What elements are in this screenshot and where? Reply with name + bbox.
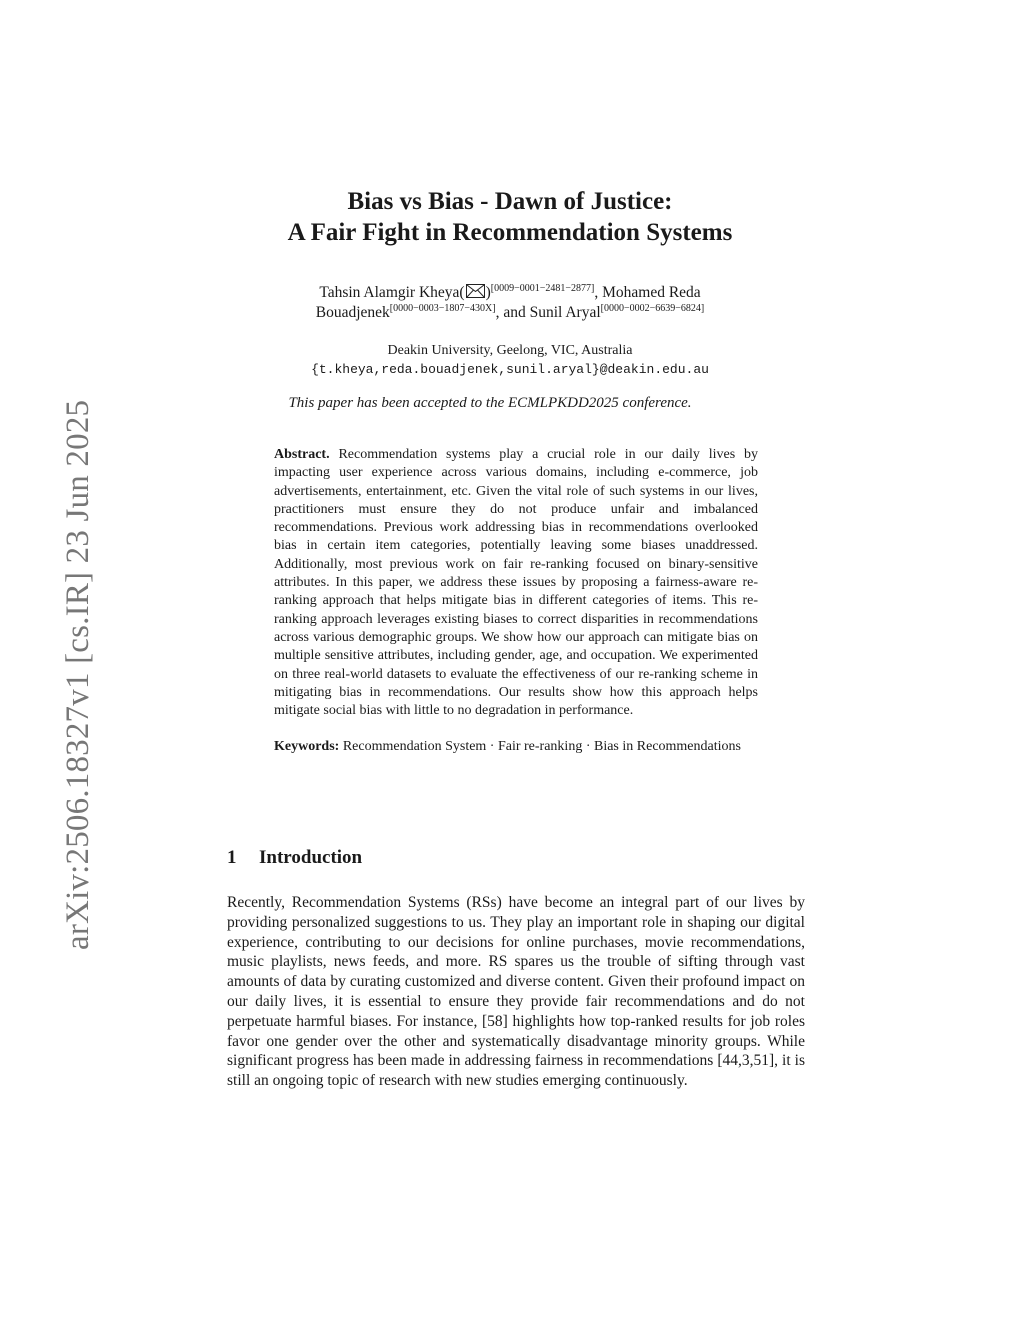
title-line-1: Bias vs Bias - Dawn of Justice:	[347, 188, 673, 215]
section-heading	[227, 847, 362, 869]
title-line-2: A Fair Fight in Recommendation Systems	[287, 219, 733, 246]
abstract-label: Abstract.	[274, 447, 330, 462]
author-line-2	[200, 303, 820, 323]
author-separator-1: , Mohamed Reda	[594, 284, 701, 301]
author1-name: Tahsin Alamgir Kheya(	[319, 284, 465, 301]
envelope-icon	[466, 284, 485, 298]
section-number: 1	[227, 847, 237, 868]
keywords-label: Keywords:	[274, 739, 340, 755]
author3-orcid[interactable]: [0000−0002−6639−6824]	[600, 303, 705, 314]
author2-orcid[interactable]: [0000−0003−1807−430X]	[389, 303, 496, 314]
keywords-text: Recommendation System · Fair re-ranking · Bias in Recommendations	[342, 739, 741, 755]
email-addresses[interactable]: {t.kheya,reda.bouadjenek,sunil.aryal}@deakin.edu.au	[311, 362, 709, 377]
intro-paragraph: Recently, Recommendation Systems (RSs) have become an integral part of our lives by providing personalized suggestions to us. They play an important role in shaping our digital experience, contributing to our decisions for online purchases, movie recommendations, music playlists, news feeds, and more. RS spares us the trouble of sifting through vast amounts of data by curating customized and diverse content. Given their profound impact on our daily lives, it is essential to ensure they provide fair recommendations and do not perpetuate harmful biases. For instance, [58] highlights how top-ranked results for job roles favor one gender over the other and systematically disadvantage minority groups. While significant progress has been made in addressing fairness in recommendations [44,3,51], it is still an ongoing topic of research with new studies emerging continuously.	[227, 894, 805, 1090]
affiliation	[200, 341, 820, 379]
abstract-paragraph	[274, 446, 758, 720]
acceptance-note: This paper has been accepted to the ECMLPKDD2025 conference.	[288, 395, 692, 411]
arxiv-identifier: arXiv:2506.18327v1 [cs.IR] 23 Jun 2025	[60, 399, 96, 950]
abstract-text: Recommendation systems play a crucial role in our daily lives by impacting user experience across various domains, including e-commerce, job advertisements, entertainment, etc. Given the vital role of such systems in our lives, practitioners must ensure they do not produce unfair and imbalanced recommendations. Previous work addressing bias in recommendations overlooked bias in certain item categories, potentially leaving some biases unaddressed. Additionally, most previous work on fair re-ranking focused on binary-sensitive attributes. In this paper, we address these issues by proposing a fairness-aware re-ranking approach that helps mitigate bias in different categories of items. This re-ranking approach leverages existing biases to correct disparities in recommendations across various demographic groups. We show how our approach can mitigate bias on multiple sensitive attributes, including gender, age, and occupation. We experimented on three real-world datasets to evaluate the effectiveness of our re-ranking scheme in mitigating bias in recommendations. Our results show how this approach helps mitigate social bias with little to no degradation in performance.	[274, 447, 759, 719]
section-title: Introduction	[259, 847, 363, 868]
author-line-1	[200, 283, 820, 303]
author-separator-2: , and Sunil Aryal	[495, 304, 601, 321]
author1-after-icon: )	[485, 284, 491, 301]
introduction-body	[227, 893, 805, 1091]
author2-name: Bouadjenek	[315, 304, 390, 321]
keywords-paragraph	[274, 738, 758, 756]
author-list	[200, 283, 820, 323]
arxiv-sidebar	[0, 360, 96, 960]
abstract-block	[274, 446, 758, 757]
institution: Deakin University, Geelong, VIC, Australia	[387, 343, 633, 358]
author1-orcid[interactable]: [0009−0001−2481−2877]	[490, 283, 595, 294]
paper-title	[200, 186, 820, 248]
